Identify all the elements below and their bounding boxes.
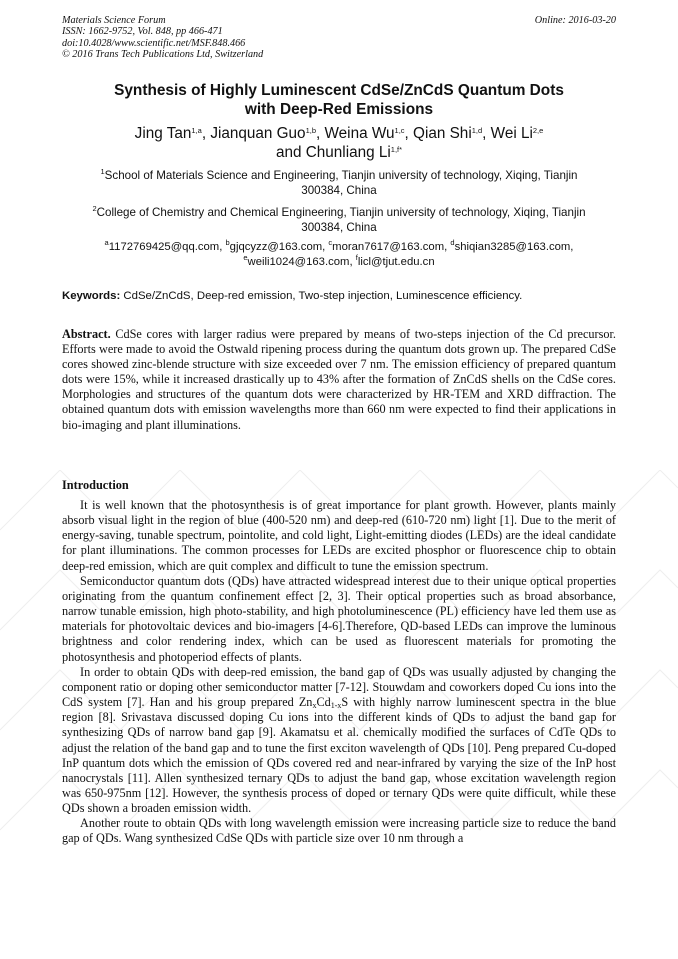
paragraph-text: S with highly narrow luminescent spectra in the blue region [8]. Srivastava discussed doping Cu ions into the different kinds of QDs to adjust the band gap for synthesizing QDs of narrow band gap [9]. Akamatsu et al. chemically modified the surfaces of CdTe QDs to adjust the relation of the band gap and to tune the first exciton wavelength of QDs [10]. Peng prepared Cu-doped InP quantum dots which the emission of QDs covered red and near-infrared by varying the size of the InP host nanocrystals [11]. Allen synthesized ternary QDs to adjust the band gap, whose excitation wavelength region was 650-975nm [12]. However, the synthesis process of doped or ternary QDs were quite difficult, while these QDs shown a broaden emission width. — [62, 695, 616, 816]
author-name: Jing Tan — [134, 125, 192, 142]
author-name: and Chunliang Li — [275, 144, 391, 161]
email-address: weili1024@163.com, — [247, 256, 356, 268]
author-name: Jianquan Guo — [210, 125, 306, 142]
author-sup: 1,a — [191, 126, 202, 135]
paragraph-text: Cd — [316, 695, 331, 710]
email-sup: b — [225, 238, 230, 247]
subscript: 1-x — [330, 701, 342, 711]
author-sep: , — [316, 125, 325, 142]
author-sep: , — [201, 125, 211, 142]
author-line-1 — [62, 124, 616, 143]
author-name: Weina Wu — [324, 125, 395, 142]
title-line-2: with Deep-Red Emissions — [244, 101, 434, 118]
email-line-1 — [62, 240, 616, 255]
email-address: shiqian3285@163.com, — [454, 241, 574, 253]
author-name: Qian Shi — [413, 125, 472, 142]
author-line-2 — [62, 143, 616, 162]
author-name: Wei Li — [490, 125, 533, 142]
paragraph: Another route to obtain QDs with long wavelength emission were increasing particle size to reduce the band gap of QDs. Wang synthesized CdSe QDs with particle size over 10 nm through a — [62, 816, 616, 846]
keywords-text: CdSe/ZnCdS, Deep-red emission, Two-step injection, Luminescence efficiency. — [120, 290, 523, 302]
author-sup: 1,b — [305, 126, 317, 135]
introduction-body — [62, 498, 616, 847]
email-sup: c — [328, 238, 333, 247]
affiliation-text: College of Chemistry and Chemical Engineering, Tianjin university of technology, Xiqing, Tianjin — [96, 206, 586, 219]
abstract — [62, 327, 616, 433]
paragraph: Semiconductor quantum dots (QDs) have attracted widespread interest due to their unique optical properties originating from the quantum confinement effect [2, 3]. Their optical properties such as broad absorbance, narrow tunable emission, high photo-stability, and high photoluminescence (PL) efficiency have led them use as materials for photovoltaic devices and bio-imagers [4-6].Therefore, QD-based LEDs can improve the luminous brightness and color rendering index, which can be used as fluorescent materials for promoting the photosynthesis and photoperiod effects of plants. — [62, 573, 616, 664]
author-sup: 2,e — [532, 126, 544, 135]
author-sup: 1,d — [471, 126, 483, 135]
email-sup: d — [450, 238, 455, 247]
journal-copyright: © 2016 Trans Tech Publications Ltd, Switzerland — [62, 49, 264, 61]
paragraph — [62, 665, 616, 817]
email-list — [62, 240, 616, 270]
email-sup: a — [104, 238, 109, 247]
journal-doi: doi:10.4028/www.scientific.net/MSF.848.466 — [62, 37, 246, 49]
email-sup: f — [355, 253, 358, 262]
journal-issn: ISSN: 1662-9752, Vol. 848, pp 466-471 — [62, 26, 223, 38]
journal-name: Materials Science Forum — [62, 15, 166, 26]
keywords — [62, 289, 616, 304]
paragraph-text: In order to obtain QDs with deep-red emission, the band gap of QDs was usually adjusted by changing the component ratio or doping other semiconductor matter [7-12]. Stouwdam and coworkers doped Cu ions into the CdS system [7]. Han and his group prepared Zn — [62, 664, 616, 710]
author-sep: , — [404, 125, 414, 142]
paragraph: It is well known that the photosynthesis is of great importance for plant growth. However, plants mainly absorb visual light in the region of blue (400-520 nm) and deep-red (610-720 nm) light [1]. Due to the merit of energy-saving, tunable spectrum, pointolite, and cold light, Light-emitting diodes (LEDs) are the ideal candidate for plant illuminations. The common processes for LEDs are excited phosphor or fluorescence chip to obtain deep-red emission, which are quit complex and difficult to tune the emission spectrum. — [62, 498, 616, 573]
author-sep: , — [482, 125, 491, 142]
online-date: Online: 2016-03-20 — [534, 15, 616, 26]
journal-info — [62, 15, 263, 61]
section-heading-introduction: Introduction — [62, 478, 129, 492]
abstract-text: CdSe cores with larger radius were prepared by means of two-steps injection of the Cd precursor. Efforts were made to avoid the Ostwald ripening process during the quantum dots grown up. The prepared CdSe cores showed zinc-blende structure with size exceeded over 7 nm. The emission efficiency of prepared quantum dots were 15%, while it increased drastically up to 43% after the formation of ZnCdS shells on the CdSe cores. Morphologies and structures of the quantum dots were characterized by HR-TEM and XRD diffraction. The obtained quantum dots with emission wavelengths more than 660 nm were expected to find their applications in bio-imaging and plant illuminations. — [62, 327, 616, 432]
affiliation-line-1 — [62, 168, 616, 183]
author-sup: 1,c — [394, 126, 405, 135]
paper-title — [62, 81, 616, 119]
subscript: x — [312, 701, 317, 711]
email-address: 1172769425@qq.com, — [108, 241, 226, 253]
affiliation-line-1 — [62, 205, 616, 220]
affiliation-num: 2 — [92, 204, 97, 213]
affiliation-1 — [62, 168, 616, 198]
affiliation-2 — [62, 205, 616, 235]
author-list — [62, 124, 616, 162]
author-sup: 1,f* — [390, 145, 403, 154]
affiliation-line-2: 300384, China — [301, 184, 377, 197]
email-address: licl@tjut.edu.cn — [357, 256, 435, 268]
email-line-2 — [62, 255, 616, 270]
abstract-label: Abstract. — [62, 327, 111, 341]
keywords-label: Keywords: — [62, 290, 121, 302]
email-sup: e — [243, 253, 248, 262]
email-address: moran7617@163.com, — [332, 241, 451, 253]
affiliation-text: School of Materials Science and Engineering, Tianjin university of technology, Xiqing, Tianjin — [104, 169, 578, 182]
title-line-1: Synthesis of Highly Luminescent CdSe/ZnCdS Quantum Dots — [114, 82, 564, 99]
affiliation-line-2: 300384, China — [301, 221, 377, 234]
email-address: gjqcyzz@163.com, — [229, 241, 329, 253]
affiliation-num: 1 — [100, 167, 105, 176]
